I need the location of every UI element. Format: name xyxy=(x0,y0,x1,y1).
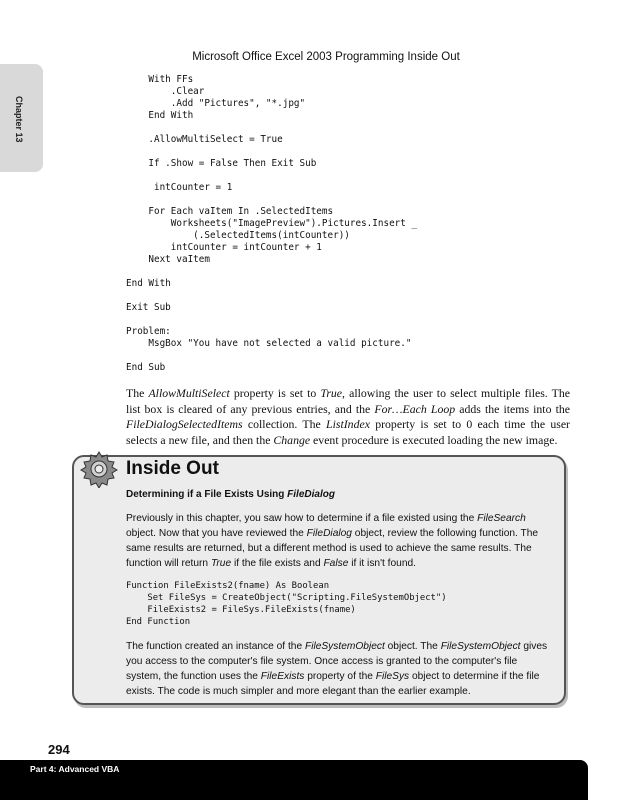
sidebar-code-listing: Function FileExists2(fname) As Boolean Set FileSys = CreateObject("Scripting.FileSystemObject") FileExists2 = FileSys.FileExists(fname) End Function xyxy=(126,581,447,627)
emphasis-term: FileSystemObject xyxy=(440,641,521,652)
emphasis-term: FileSys xyxy=(375,671,410,682)
footer-part-label: Part 4: Advanced VBA xyxy=(30,764,120,774)
gear-icon xyxy=(80,450,118,488)
emphasis-term: FileDialogSelectedItems xyxy=(126,417,243,432)
emphasis-term: FileSystemObject xyxy=(304,641,385,652)
chapter-tab-label: Chapter 13 xyxy=(14,96,24,143)
running-head: Microsoft Office Excel 2003 Programming Inside Out xyxy=(192,51,460,63)
sidebar-title: Inside Out xyxy=(126,458,219,479)
emphasis-term: FileExists xyxy=(260,671,305,682)
body-paragraph: The AllowMultiSelect property is set to True, allowing the user to select multiple files. The list box is cleared of any previous entries, and the For…Each Loop adds the items into the FileDialogSelectedItems collection. The ListIndex property is set to 0 each time the user selects a new file, and then the Change event procedure is executed loading the new image. xyxy=(126,386,570,447)
page-number: 294 xyxy=(48,742,70,757)
emphasis-term: FileSearch xyxy=(477,513,526,524)
emphasis-term: Change xyxy=(273,432,311,447)
emphasis-term: FileDialog xyxy=(306,528,352,539)
emphasis-term: ListIndex xyxy=(326,417,370,432)
emphasis-term: For…Each Loop xyxy=(374,401,456,416)
sidebar-subtitle: Determining if a File Exists Using FileDialog xyxy=(126,489,335,500)
code-listing: With FFs .Clear .Add "Pictures", "*.jpg" End With .AllowMultiSelect = True If .Show = False Then Exit Sub intCounter = 1 For Each vaItem In .SelectedItems Worksheets("ImagePreview").Pictures.Insert _ (.SelectedItems(intCounter)) intCounter = intCounter + 1 Next vaItem End With Exit Sub Problem: MsgBox "You have not selected a valid picture." End Sub xyxy=(126,74,418,373)
emphasis-term: True xyxy=(320,386,343,400)
sidebar-paragraph-2: The function created an instance of the FileSystemObject object. The FileSystemObject gives you access to the computer's file system. Once access is granted to the computer's file system, the function uses the FileExists property of the FileSys object to determine if the file exists. The code is much simpler and more elegant than the earlier example. xyxy=(126,641,548,697)
emphasis-term: FileDialog xyxy=(287,489,335,500)
sidebar-paragraph-1: Previously in this chapter, you saw how to determine if a file existed using the FileSearch object. Now that you have reviewed the FileDialog object, review the following function. The same results are returned, but a different method is used to achieve the same results. The function will return True if the file exists and False if it isn't found. xyxy=(126,513,539,569)
emphasis-term: True xyxy=(210,558,232,569)
emphasis-term: AllowMultiSelect xyxy=(148,386,230,400)
emphasis-term: False xyxy=(323,558,349,569)
